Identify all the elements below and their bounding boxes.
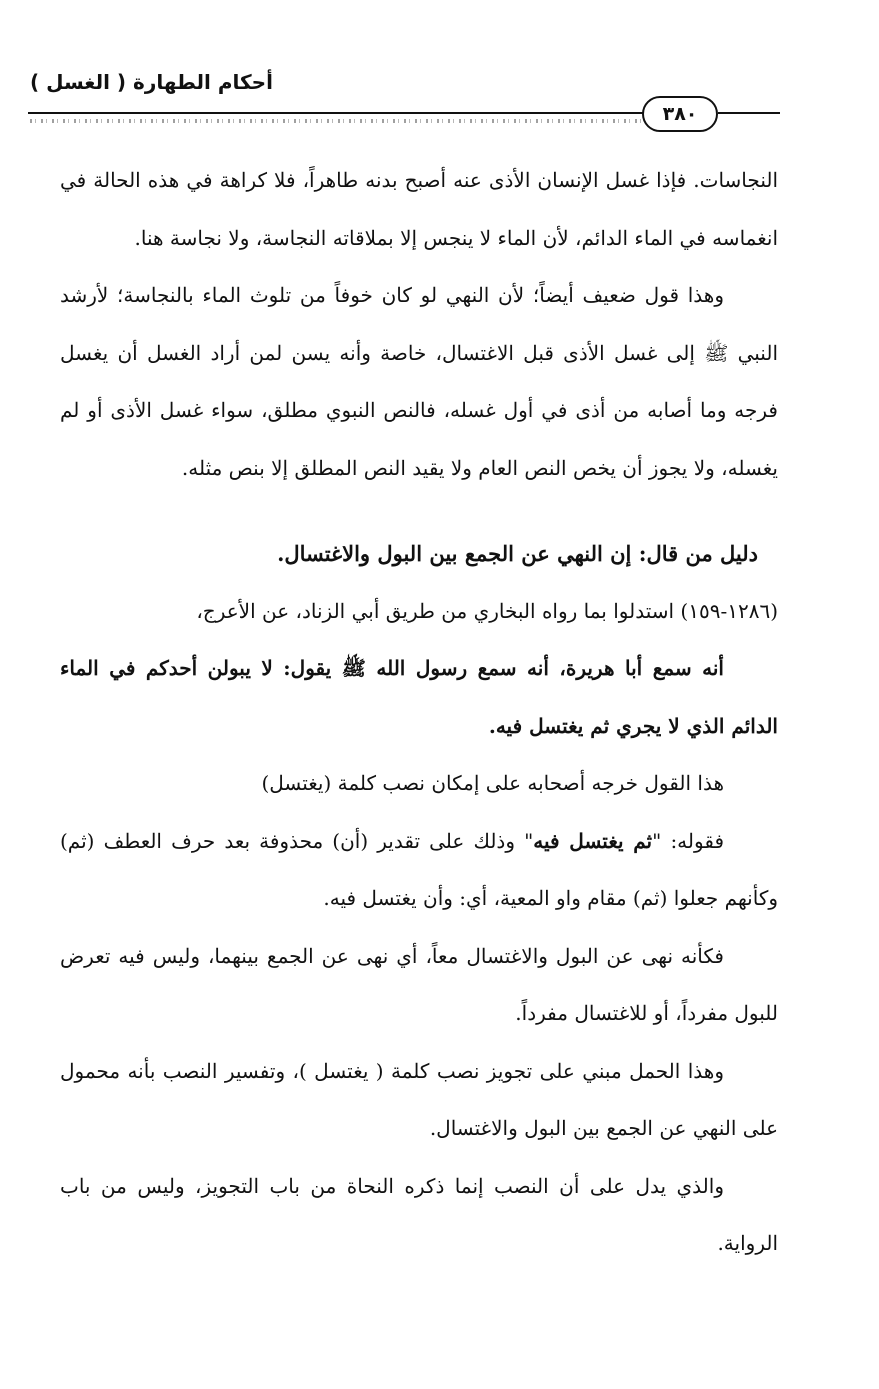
page-body (60, 152, 778, 1273)
section-heading: دليل من قال: إن النهي عن الجمع بين البول والاغتسال. (277, 541, 758, 566)
page-header (0, 0, 879, 140)
paragraph-8: والذي يدل على أن النصب إنما ذكره النحاة من باب التجويز، وليس من باب الرواية. (60, 1173, 778, 1255)
paragraph-6: فكأنه نهى عن البول والاغتسال معاً، أي نهى عن الجمع بينهما، وليس فيه تعرض للبول مفرداً، أو للاغتسال مفرداً. (60, 943, 778, 1025)
paragraph-4: هذا القول خرجه أصحابه على إمكان نصب كلمة (يغتسل) (261, 771, 724, 795)
header-rule (28, 112, 643, 114)
paragraph-7: وهذا الحمل مبني على تجويز نصب كلمة ( يغتسل )، وتفسير النصب بأنه محمول على النهي عن الجمع بين البول والاغتسال. (60, 1058, 778, 1140)
page-number: ٣٨٠ (642, 96, 718, 132)
paragraph-3: (١٢٨٦-١٥٩) استدلوا بما رواه البخاري من طريق أبي الزناد، عن الأعرج، (196, 598, 778, 623)
header-rule-right (718, 112, 780, 114)
paragraph-5 (60, 813, 778, 928)
paragraph-5-rest: " وذلك على تقدير (أن) محذوفة بعد حرف العطف (ثم) وكأنهم جعلوا (ثم) مقام واو المعية، أي: وأن يغتسل فيه. (60, 828, 778, 910)
paragraph-2: وهذا قول ضعيف أيضاً؛ لأن النهي لو كان خوفاً من تلوث الماء بالنجاسة؛ لأرشد النبي ﷺ إلى غسل الأذى قبل الاغتسال، خاصة وأنه يسن لمن أراد الغسل أن يغسل فرجه وما أصابه من أذى في أول غسله، فالنص النبوي مطلق، سواء غسل الأذى أو لم يغسله، ولا يجوز أن يخص النص العام ولا يقيد النص المطلق إلا بنص مثله. (60, 283, 778, 480)
paragraph-5-prefix: فقوله: " (652, 828, 725, 853)
running-title: أحكام الطهارة ( الغسل ) (30, 70, 273, 94)
paragraph-1: النجاسات. فإذا غسل الإنسان الأذى عنه أصبح بدنه طاهراً، فلا كراهة في هذه الحالة في انغماسه في الماء الدائم، لأن الماء لا ينجس إلا بملاقاته النجاسة، ولا نجاسة هنا. (60, 168, 779, 250)
hadith-text: أنه سمع أبا هريرة، أنه سمع رسول الله ﷺ يقول: لا يبولن أحدكم في الماء الدائم الذي لا يجري ثم يغتسل فيه. (60, 656, 778, 738)
header-rule-texture (30, 119, 642, 123)
paragraph-5-quote: ثم يغتسل فيه (533, 828, 653, 853)
